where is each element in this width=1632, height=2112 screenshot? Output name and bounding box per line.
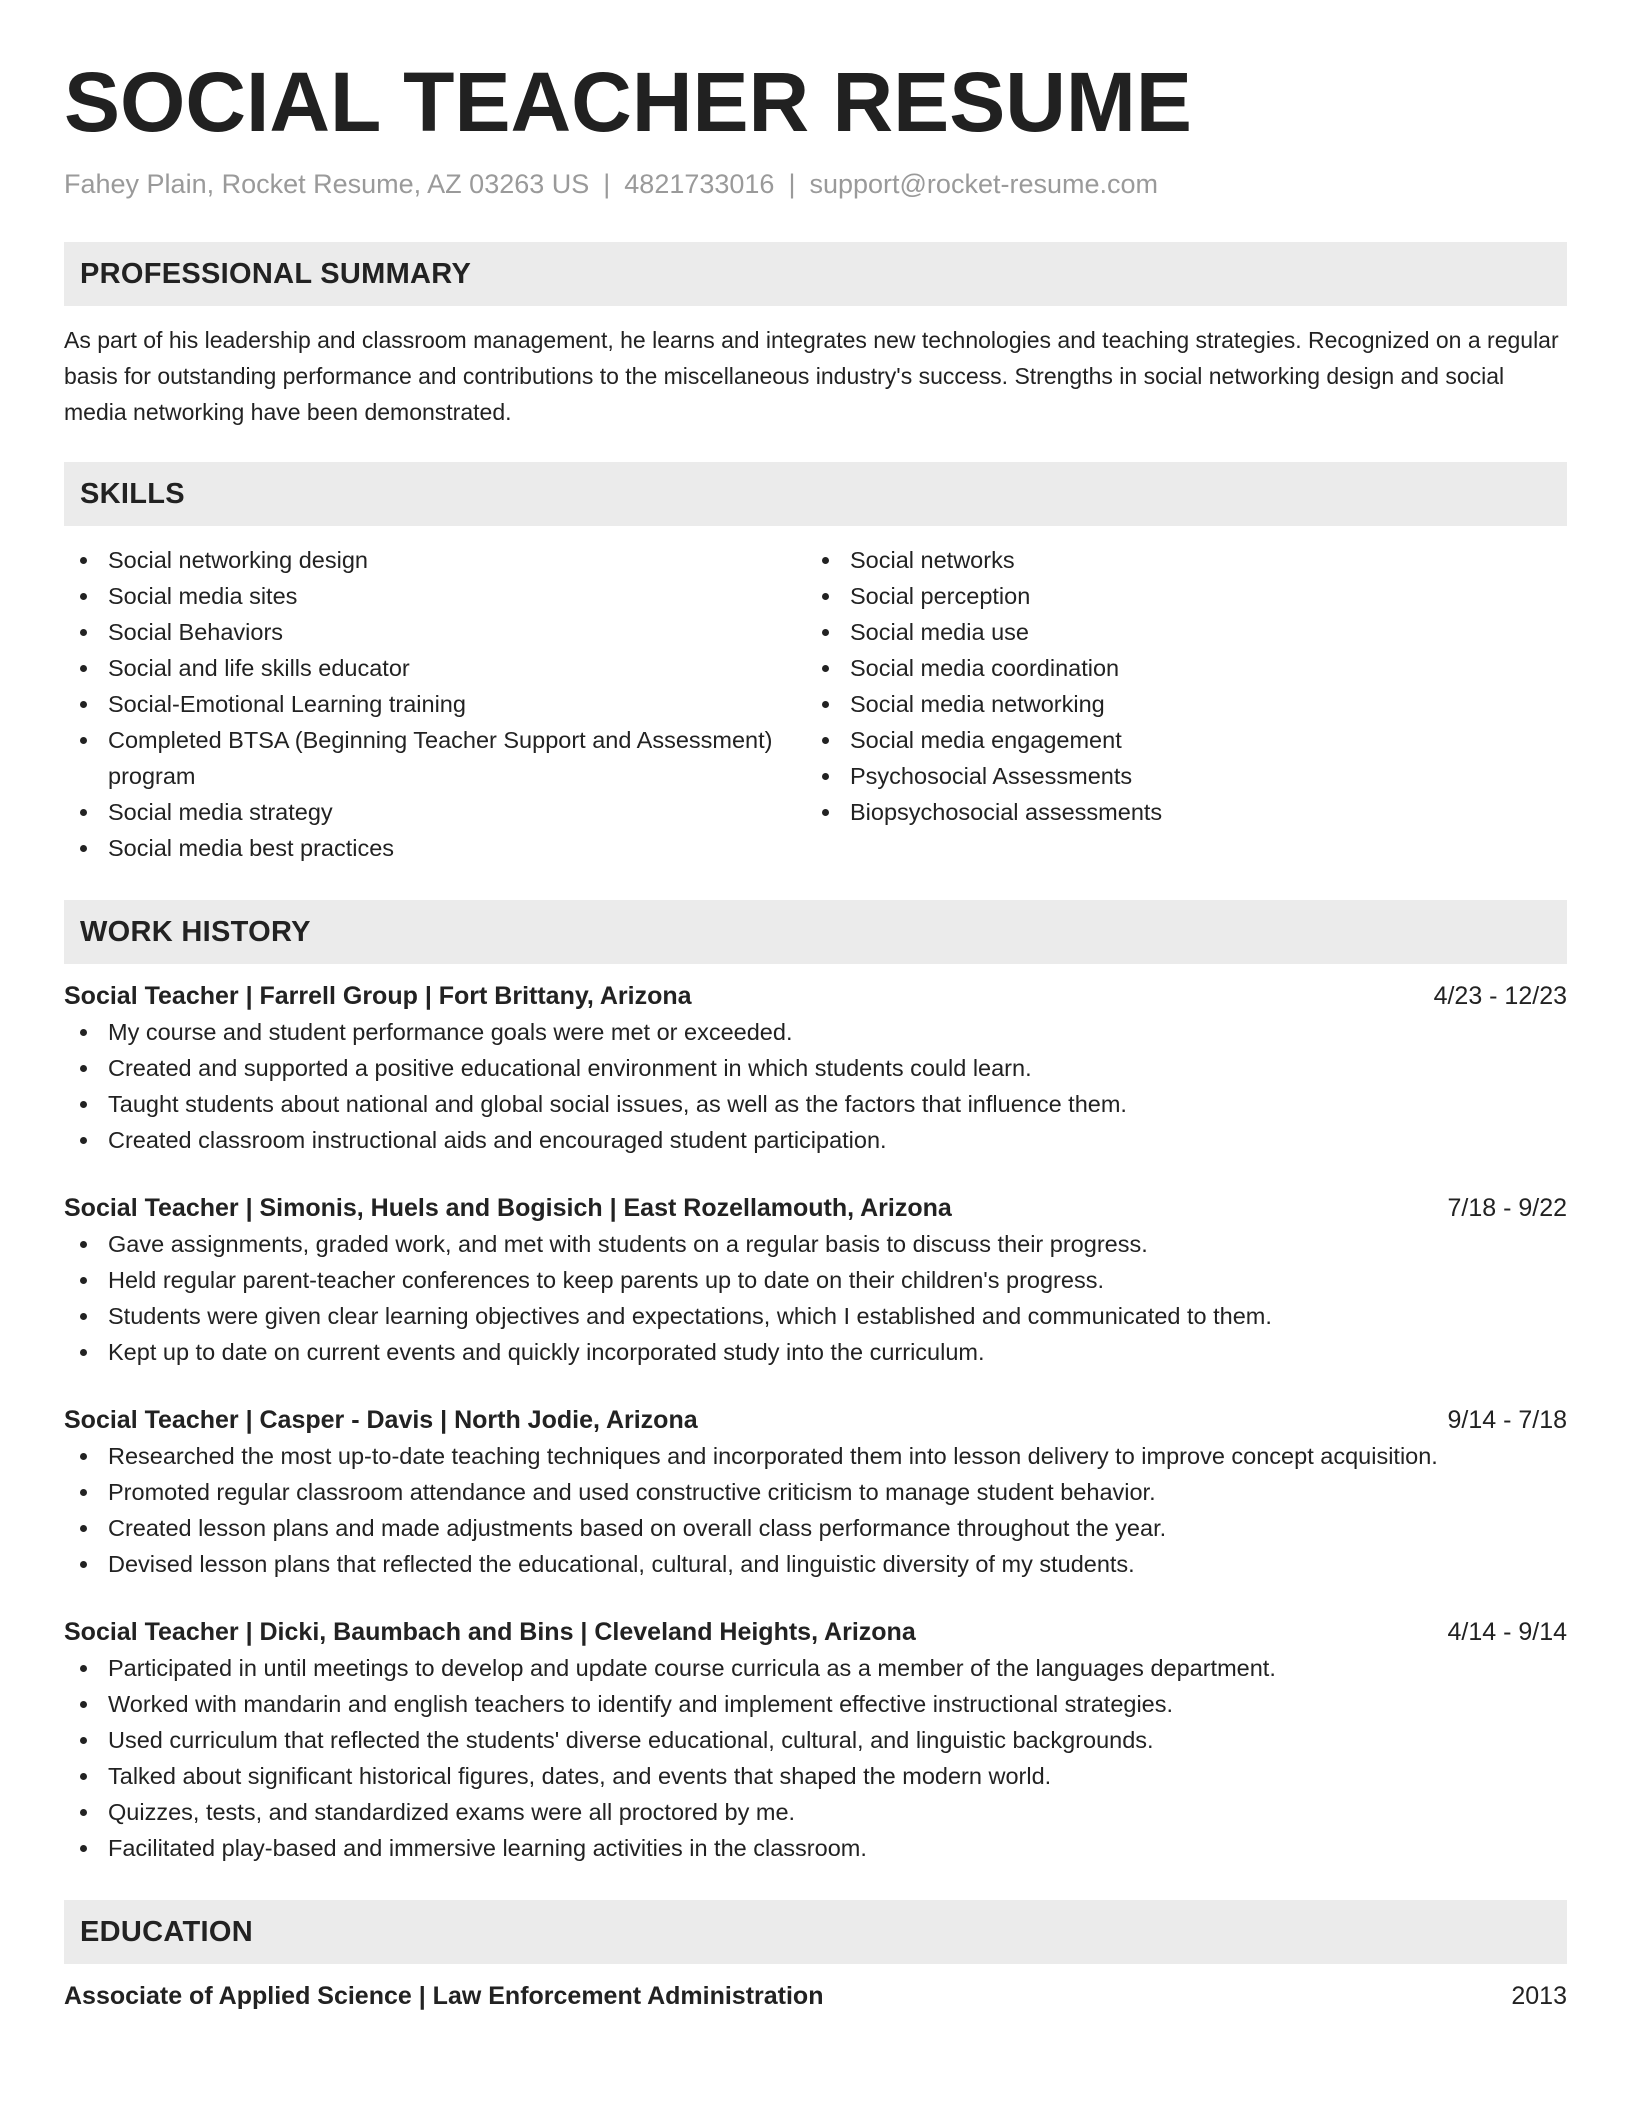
job-bullet: Held regular parent-teacher conferences to keep parents up to date on their children's progress.: [64, 1262, 1567, 1298]
job-bullets: [64, 1014, 1567, 1158]
work-history-heading: WORK HISTORY: [64, 900, 1567, 964]
job-entry: [64, 1614, 1567, 1866]
job-header: [64, 1190, 1567, 1226]
resume-title: SOCIAL TEACHER RESUME: [64, 55, 1192, 149]
skill-item: Social media networking: [806, 686, 1548, 722]
job-bullet: Students were given clear learning objectives and expectations, which I established and communicated to them.: [64, 1298, 1567, 1334]
job-dates: 4/23 - 12/23: [1433, 982, 1567, 1010]
job-header: [64, 978, 1567, 1014]
job-dates: 7/18 - 9/22: [1447, 1194, 1567, 1222]
education-heading: EDUCATION: [64, 1900, 1567, 1964]
job-dates: 4/14 - 9/14: [1447, 1618, 1567, 1646]
job-header: [64, 1402, 1567, 1438]
job-bullet: Gave assignments, graded work, and met with students on a regular basis to discuss their progress.: [64, 1226, 1567, 1262]
job-bullets: [64, 1650, 1567, 1866]
job-bullet: Facilitated play-based and immersive learning activities in the classroom.: [64, 1830, 1567, 1866]
education-entry: [64, 1978, 1567, 2014]
job-bullet: Taught students about national and global social issues, as well as the factors that influence them.: [64, 1086, 1567, 1122]
skill-item: Social Behaviors: [64, 614, 806, 650]
job-bullet: Promoted regular classroom attendance and used constructive criticism to manage student behavior.: [64, 1474, 1567, 1510]
job-dates: 9/14 - 7/18: [1447, 1406, 1567, 1434]
job-entry: [64, 978, 1567, 1158]
skills-columns: [64, 542, 1567, 866]
job-bullets: [64, 1226, 1567, 1370]
skills-list-left: [64, 542, 806, 866]
skills-heading: SKILLS: [64, 462, 1567, 526]
skill-item: Social and life skills educator: [64, 650, 806, 686]
resume-page: [64, 0, 1567, 2014]
job-bullets: [64, 1438, 1567, 1582]
contact-address: Fahey Plain, Rocket Resume, AZ 03263 US: [64, 169, 590, 199]
contact-separator: |: [788, 169, 796, 199]
job-title: Social Teacher | Dicki, Baumbach and Bins | Cleveland Heights, Arizona: [64, 1618, 916, 1646]
job-bullet: Participated in until meetings to develop and update course curricula as a member of the languages department.: [64, 1650, 1567, 1686]
job-bullet: Devised lesson plans that reflected the educational, cultural, and linguistic diversity of my students.: [64, 1546, 1567, 1582]
skill-item: Psychosocial Assessments: [806, 758, 1548, 794]
skills-list-right: [806, 542, 1548, 830]
skill-item: Social media sites: [64, 578, 806, 614]
job-bullet: Created and supported a positive educational environment in which students could learn.: [64, 1050, 1567, 1086]
summary-text: As part of his leadership and classroom management, he learns and integrates new technologies and teaching strategies. Recognized on a regular basis for outstanding performance and contributions to the miscellaneous industry's success. Strengths in social networking design and social media networking have been demonstrated.: [64, 327, 1559, 425]
summary-heading: PROFESSIONAL SUMMARY: [64, 242, 1567, 306]
education-year: 2013: [1511, 1982, 1567, 2010]
skill-item: Social media strategy: [64, 794, 806, 830]
skill-item: Social media engagement: [806, 722, 1548, 758]
contact-email: support@rocket-resume.com: [809, 169, 1158, 199]
skills-column-right: [806, 542, 1548, 866]
education-header: [64, 1978, 1567, 2014]
job-bullet: Kept up to date on current events and quickly incorporated study into the curriculum.: [64, 1334, 1567, 1370]
job-title: Social Teacher | Simonis, Huels and Bogisich | East Rozellamouth, Arizona: [64, 1194, 952, 1222]
skill-item: Social-Emotional Learning training: [64, 686, 806, 722]
contact-line: [64, 164, 1567, 204]
job-entry: [64, 1402, 1567, 1582]
skill-item: Social media best practices: [64, 830, 806, 866]
skill-item: Social media coordination: [806, 650, 1548, 686]
skill-item: Social networks: [806, 542, 1548, 578]
contact-phone: 4821733016: [624, 169, 775, 199]
skill-item: Social perception: [806, 578, 1548, 614]
contact-separator: |: [603, 169, 611, 199]
job-bullet: Talked about significant historical figures, dates, and events that shaped the modern world.: [64, 1758, 1567, 1794]
job-entry: [64, 1190, 1567, 1370]
job-bullet: Worked with mandarin and english teachers to identify and implement effective instructional strategies.: [64, 1686, 1567, 1722]
skill-item: Social media use: [806, 614, 1548, 650]
job-bullet: Used curriculum that reflected the students' diverse educational, cultural, and linguistic backgrounds.: [64, 1722, 1567, 1758]
job-bullet: Researched the most up-to-date teaching techniques and incorporated them into lesson delivery to improve concept acquisition.: [64, 1438, 1567, 1474]
education-degree: Associate of Applied Science | Law Enforcement Administration: [64, 1982, 824, 2010]
job-title: Social Teacher | Casper - Davis | North Jodie, Arizona: [64, 1406, 698, 1434]
skills-column-left: [64, 542, 806, 866]
job-bullet: Created lesson plans and made adjustments based on overall class performance throughout the year.: [64, 1510, 1567, 1546]
job-header: [64, 1614, 1567, 1650]
job-bullet: Quizzes, tests, and standardized exams were all proctored by me.: [64, 1794, 1567, 1830]
job-title: Social Teacher | Farrell Group | Fort Brittany, Arizona: [64, 982, 692, 1010]
skill-item: Social networking design: [64, 542, 806, 578]
job-bullet: Created classroom instructional aids and encouraged student participation.: [64, 1122, 1567, 1158]
job-bullet: My course and student performance goals were met or exceeded.: [64, 1014, 1567, 1050]
skill-item: Completed BTSA (Beginning Teacher Support and Assessment) program: [64, 722, 806, 794]
skill-item: Biopsychosocial assessments: [806, 794, 1548, 830]
